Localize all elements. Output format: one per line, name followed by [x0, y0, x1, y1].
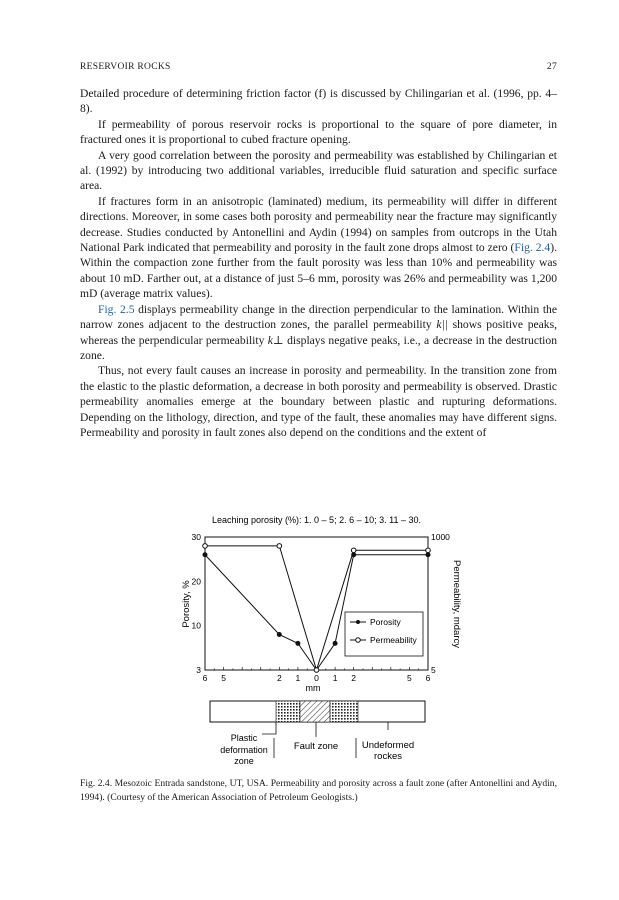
- body-text: [80, 86, 557, 440]
- zone-plastic-right: [330, 701, 358, 722]
- zone-label-plastic-1: Plastic: [230, 733, 258, 743]
- paragraph-6: Thus, not every fault causes an increase in porosity and permeability. In the transition zone from the elastic to the plastic deformation, a decrease in both porosity and permeability is observed. Drastic permeability anomalies emerge at the boundary between plastic and rupturing deformations. Depending on the lithology, direction, and type of the fault, these anomalies may have different signs. Permeability and porosity in fault zones also depend on the conditions and the extent of: [80, 364, 557, 439]
- zone-labels: [220, 722, 414, 766]
- x-tick-labels: [203, 673, 431, 683]
- zone-label-undeformed-2: rockes: [374, 751, 402, 762]
- paragraph-4-text-b: ). Within the compaction zone further from the fault porosity was less than 10% and permeability was about 10 mD. Farther out, at a distance of just 5–6 mm, porosity was 26% and permeability was 1,200 mD (average matrix values).: [80, 241, 557, 301]
- x-tick-label: 2: [276, 673, 282, 683]
- legend-marker-permeability: [356, 638, 361, 643]
- y-tick-label-left: 3: [196, 665, 201, 675]
- zone-label-undeformed-1: Undeformed: [361, 740, 415, 751]
- y-tick-labels-right: [431, 532, 450, 675]
- y-tick-label-left: 10: [191, 620, 201, 631]
- legend-marker-porosity: [356, 620, 360, 624]
- x-tick-label: 0: [314, 673, 319, 683]
- y-tick-label-right: 5: [431, 665, 436, 675]
- paragraph-3: A very good correlation between the porosity and permeability was established by Chilingarian et al. (1992) by introducing two additional variables, irreducible fluid saturation and specific surface area.: [80, 148, 557, 193]
- zone-label-fault: Fault zone: [293, 741, 339, 752]
- zone-plastic-left: [276, 701, 300, 722]
- data-point-porosity: [203, 553, 207, 557]
- paragraph-5-text-a: displays permeability change in the direction perpendicular to the lamination. Within the narrow zones adjacent to the destruction zones, the parallel permeability: [80, 302, 557, 332]
- figure-caption: Fig. 2.4. Mesozoic Entrada sandstone, UT, USA. Permeability and porosity across a fault zone (after Antonellini and Aydin, 1994). (Courtesy of the American Association of Petroleum Geologists.): [80, 778, 557, 803]
- data-point-porosity: [333, 641, 337, 645]
- y-tick-labels-left: [192, 532, 202, 675]
- data-point-permeability: [314, 668, 319, 673]
- zone-fault: [300, 701, 330, 722]
- running-title: RESERVOIR ROCKS: [80, 62, 171, 72]
- y-tick-label-right: 1000: [431, 532, 450, 542]
- symbol-k-perpendicular: k⊥: [267, 333, 284, 347]
- y-axis-label-left: Porosity, %: [181, 580, 192, 628]
- x-tick-label: 5: [221, 673, 226, 683]
- x-tick-label: 5: [407, 673, 412, 683]
- data-point-porosity: [296, 641, 300, 645]
- x-tick-label: 2: [351, 673, 357, 683]
- data-point-porosity: [277, 633, 281, 637]
- legend-label-permeability: Permeability: [370, 635, 417, 645]
- page-number: 27: [546, 62, 557, 72]
- paragraph-2: If permeability of porous reservoir rocks is proportional to the square of pore diameter, in fractured ones it is proportional to cubed fracture opening.: [80, 117, 557, 147]
- paragraph-1: Detailed procedure of determining friction factor (f) is discussed by Chilingarian et al. (1996, pp. 4–8).: [80, 87, 557, 116]
- data-point-porosity: [426, 553, 430, 557]
- zone-label-plastic-3: zone: [234, 756, 254, 766]
- zone-bar: [210, 701, 425, 722]
- zone-label-plastic-2: deformation: [220, 745, 268, 755]
- paragraph-5: [80, 302, 557, 364]
- y-axis-label-right: Permeability, mdarcy: [451, 560, 462, 648]
- figure-svg: [170, 508, 470, 778]
- x-tick-label: 6: [425, 673, 431, 683]
- figure-2-4: [170, 508, 470, 778]
- x-tick-label: 6: [202, 673, 208, 683]
- figure-ref-2-5[interactable]: Fig. 2.5: [98, 302, 135, 316]
- data-point-permeability: [426, 548, 431, 553]
- paragraph-5-text-b: shows positive peaks, whereas the perpendicular permeability: [80, 318, 557, 347]
- plastic-zone-leader: [262, 722, 276, 734]
- symbol-k-parallel: k||: [436, 318, 448, 332]
- data-point-permeability: [351, 548, 356, 553]
- data-point-permeability: [277, 544, 282, 549]
- x-tick-label: 1: [295, 673, 301, 683]
- figure-ref-2-4[interactable]: Fig. 2.4: [514, 241, 551, 255]
- data-point-permeability: [203, 544, 208, 549]
- legend: [345, 612, 423, 656]
- x-axis-label: mm: [305, 683, 321, 693]
- paragraph-4: [80, 194, 557, 302]
- y-tick-label-left: 20: [191, 576, 201, 587]
- paragraph-5-text-c: displays negative peaks, i.e., a decrease in the destruction zone.: [80, 333, 557, 362]
- running-header: [80, 62, 557, 76]
- chart-title: Leaching porosity (%): 1. 0 – 5; 2. 6 – 10; 3. 11 – 30.: [212, 515, 421, 525]
- paragraph-4-text-a: If fractures form in an anisotropic (laminated) medium, its permeability will differ in different directions. Moreover, in some cases both porosity and permeability near the fracture may significantly decrease. Studies conducted by Antonellini and Aydin (1994) on samples from outcrops in the Utah National Park indicated that permeability and porosity in the fault zone drops almost to zero (: [80, 194, 557, 255]
- y-tick-label-left: 30: [191, 532, 201, 542]
- x-tick-label: 1: [332, 673, 338, 683]
- legend-label-porosity: Porosity: [370, 617, 401, 627]
